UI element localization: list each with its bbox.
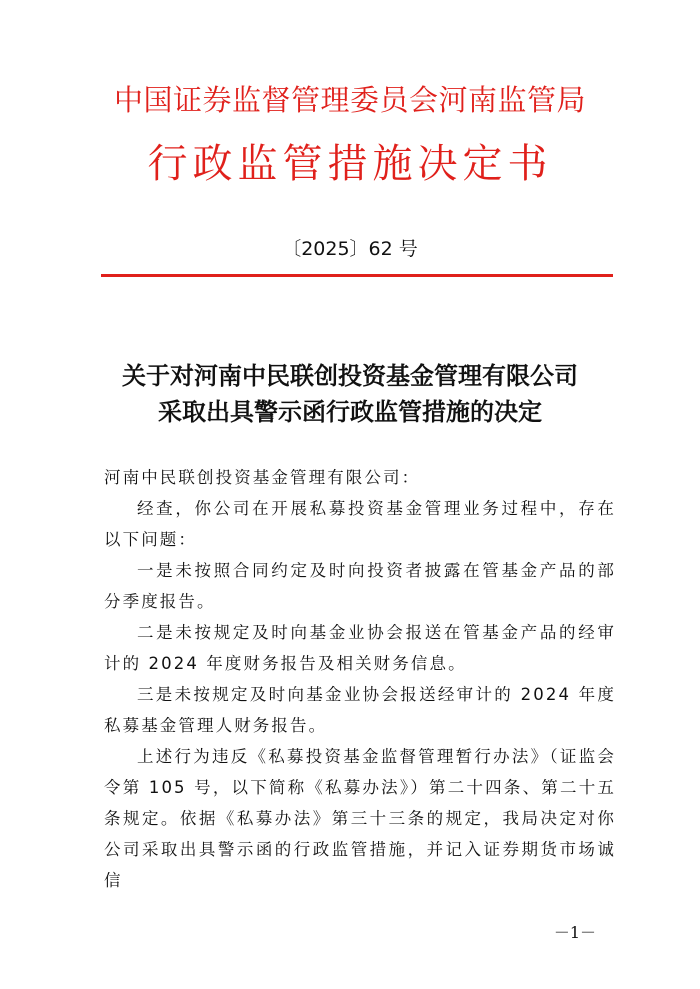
page-number: －1－ (553, 923, 596, 942)
document-type-title: 行政监管措施决定书 (147, 141, 553, 187)
red-header-rule (101, 274, 613, 277)
agency-name: 中国证券监督管理委员会河南监管局 (113, 83, 586, 117)
addressee: 河南中民联创投资基金管理有限公司： (104, 468, 421, 487)
document-number: 〔2025〕62 号 (282, 238, 418, 260)
issue-three-paragraph: 三是未按规定及时向基金业协会报送经审计的 2024 年度私募基金管理人财务报告。 (104, 685, 616, 735)
issue-one-paragraph: 一是未按照合同约定及时向投资者披露在管基金产品的部分季度报告。 (104, 561, 616, 611)
decision-title-line-2: 采取出具警示函行政监管措施的决定 (158, 397, 542, 426)
decision-title-line-1: 关于对河南中民联创投资基金管理有限公司 (122, 361, 578, 390)
intro-paragraph: 经查，你公司在开展私募投资基金管理业务过程中，存在以下问题： (104, 499, 616, 549)
conclusion-paragraph: 上述行为违反《私募投资基金监督管理暂行办法》（证监会令第 105 号，以下简称《私募办法》）第二十四条、第二十五条规定。依据《私募办法》第三十三条的规定，我局决定对你公司采取出具警示函的行政监管措施，并记入证券期货市场诚信 (104, 747, 616, 890)
document-body (104, 462, 616, 896)
issue-two-paragraph: 二是未按规定及时向基金业协会报送在管基金产品的经审计的 2024 年度财务报告及相关财务信息。 (104, 623, 616, 673)
decision-title (0, 358, 700, 430)
